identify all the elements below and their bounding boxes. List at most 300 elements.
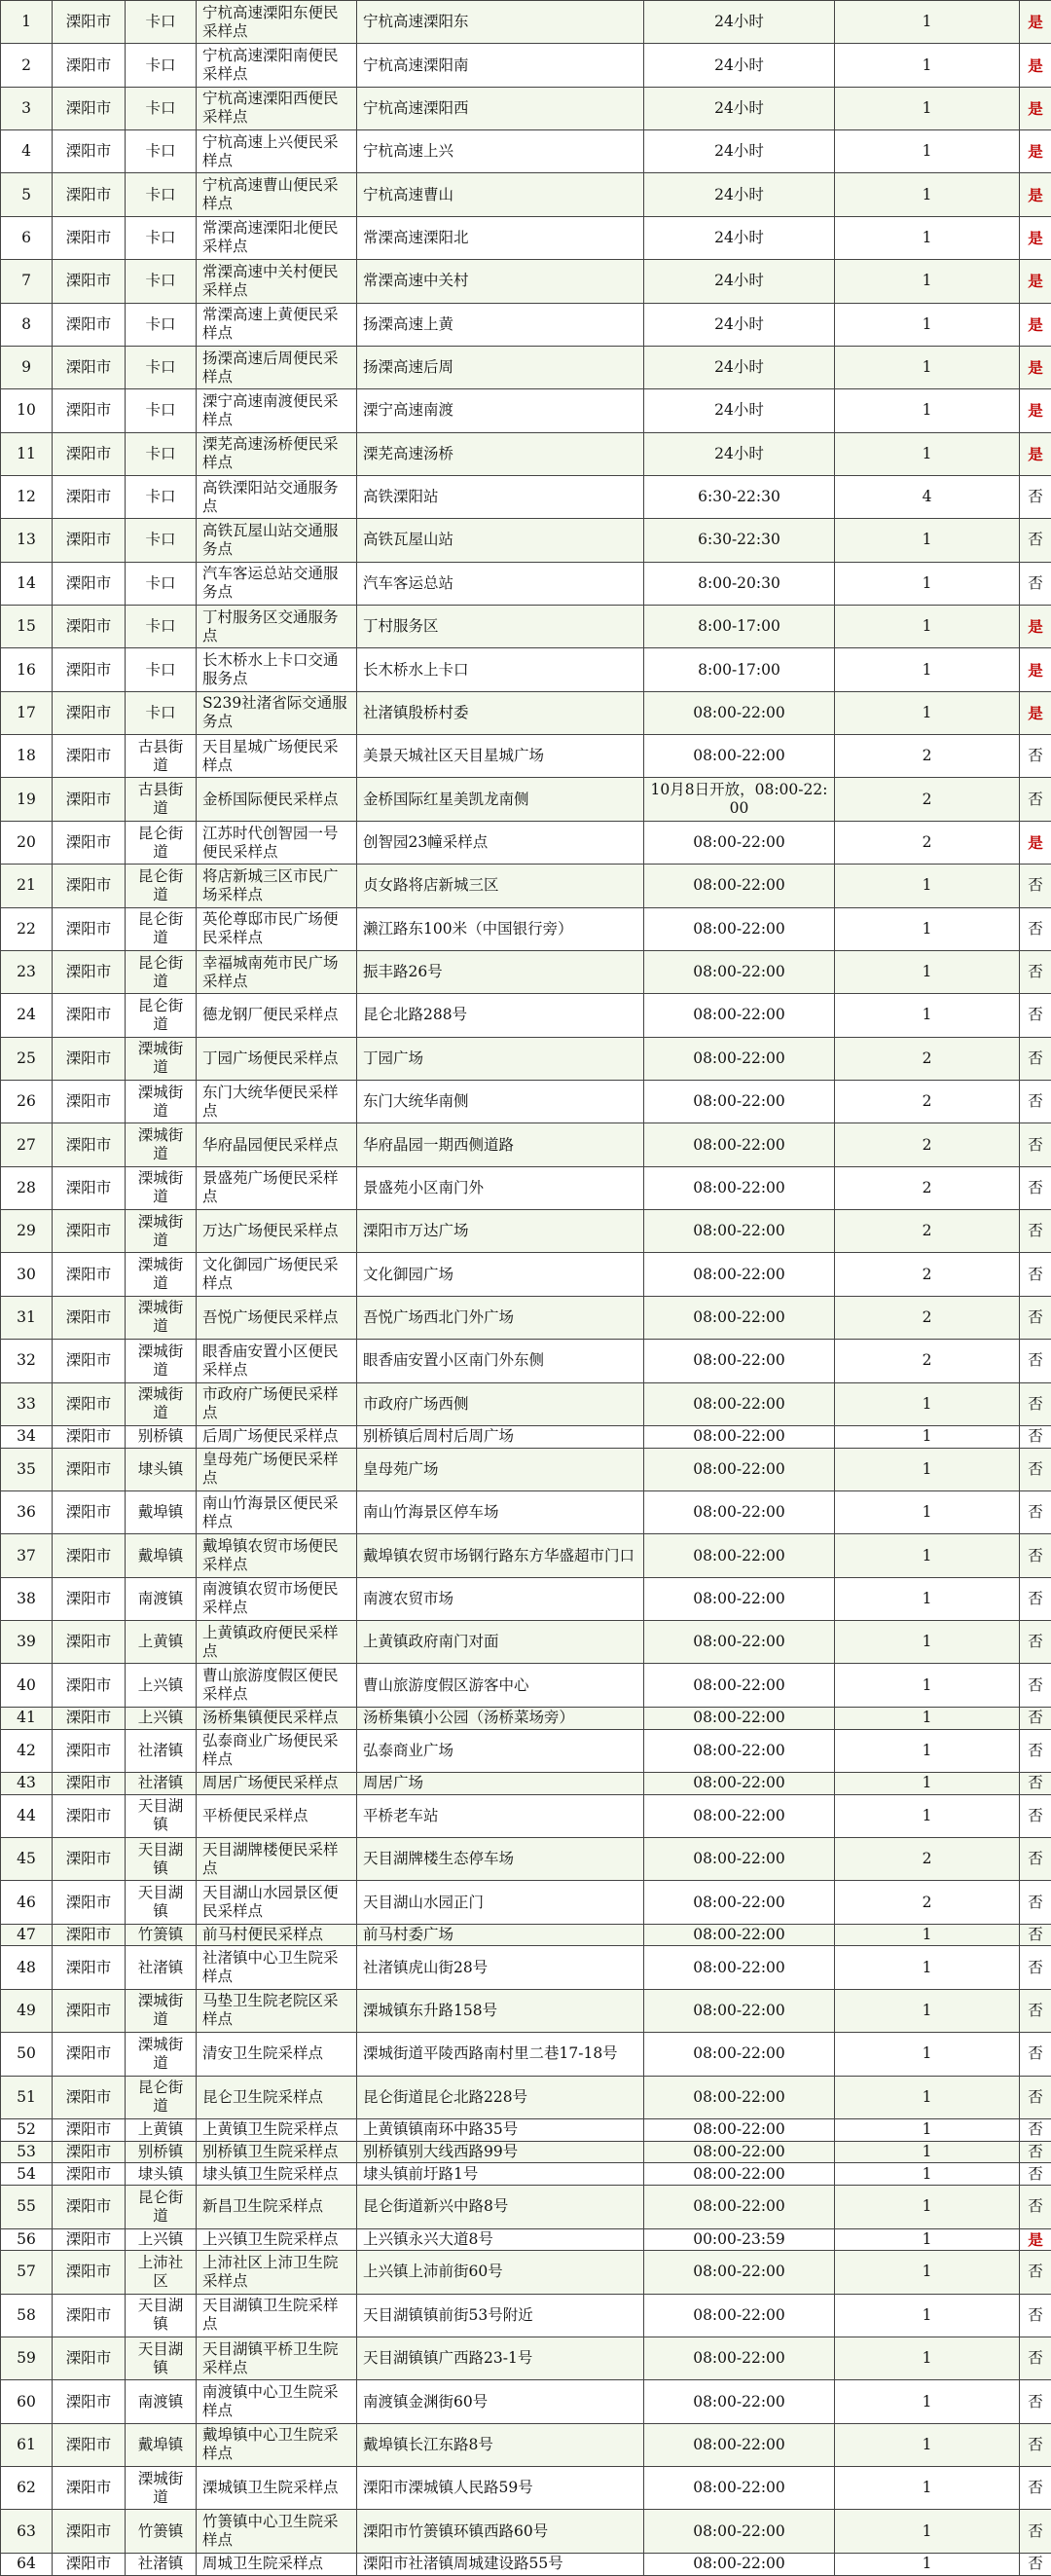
table-row <box>1 994 1051 1037</box>
street-cell: 上黄镇 <box>126 1621 197 1664</box>
sampling-count-cell: 1 <box>835 648 1020 691</box>
address-cell: 创智园23幢采样点 <box>357 821 644 864</box>
street-cell: 卡口 <box>126 44 197 87</box>
street-cell: 溧城街道 <box>126 1296 197 1339</box>
site-name-cell: 天目湖牌楼便民采样点 <box>197 1837 357 1880</box>
street-cell: 埭头镇 <box>126 1448 197 1490</box>
hours-cell: 08:00-22:00 <box>644 1664 835 1707</box>
site-name-cell: 上黄镇卫生院采样点 <box>197 2118 357 2141</box>
sampling-count-cell: 2 <box>835 778 1020 821</box>
hours-cell: 08:00-22:00 <box>644 1534 835 1577</box>
site-name-cell: 长木桥水上卡口交通服务点 <box>197 648 357 691</box>
sampling-count-cell: 1 <box>835 2141 1020 2163</box>
row-index-cell: 52 <box>1 2118 53 2141</box>
address-cell: 别桥镇别大线西路99号 <box>357 2141 644 2163</box>
all-day-flag-cell: 否 <box>1020 1946 1051 1989</box>
sampling-count-cell: 1 <box>835 907 1020 950</box>
row-index-cell: 40 <box>1 1664 53 1707</box>
table-row <box>1 432 1051 475</box>
city-cell: 溧阳市 <box>53 2510 126 2553</box>
city-cell: 溧阳市 <box>53 2163 126 2186</box>
all-day-flag-cell: 是 <box>1020 2228 1051 2251</box>
table-row <box>1 1577 1051 1620</box>
table-row <box>1 1664 1051 1707</box>
city-cell: 溧阳市 <box>53 2141 126 2163</box>
address-cell: 曹山旅游度假区游客中心 <box>357 1664 644 1707</box>
address-cell: 宁杭高速曹山 <box>357 173 644 216</box>
all-day-flag-cell: 否 <box>1020 562 1051 605</box>
hours-cell: 08:00-22:00 <box>644 1123 835 1166</box>
all-day-flag-cell: 否 <box>1020 1296 1051 1339</box>
table-row <box>1 648 1051 691</box>
site-name-cell: 江苏时代创智园一号便民采样点 <box>197 821 357 864</box>
table-row <box>1 1837 1051 1880</box>
all-day-flag-cell: 否 <box>1020 519 1051 562</box>
table-row <box>1 1534 1051 1577</box>
street-cell: 卡口 <box>126 303 197 346</box>
table-body <box>1 1 1051 2576</box>
table-row <box>1 1794 1051 1837</box>
site-name-cell: 马垫卫生院老院区采样点 <box>197 1989 357 2032</box>
site-name-cell: 丁园广场便民采样点 <box>197 1037 357 1080</box>
all-day-flag-cell: 是 <box>1020 346 1051 388</box>
street-cell: 上沛社区 <box>126 2251 197 2294</box>
hours-cell: 08:00-22:00 <box>644 1989 835 2032</box>
table-row <box>1 1080 1051 1122</box>
city-cell: 溧阳市 <box>53 346 126 388</box>
city-cell: 溧阳市 <box>53 735 126 778</box>
city-cell: 溧阳市 <box>53 606 126 648</box>
site-name-cell: 清安卫生院采样点 <box>197 2033 357 2076</box>
all-day-flag-cell: 否 <box>1020 865 1051 907</box>
hours-cell: 08:00-22:00 <box>644 1490 835 1533</box>
city-cell: 溧阳市 <box>53 519 126 562</box>
sampling-count-cell: 2 <box>835 1037 1020 1080</box>
sampling-count-cell: 1 <box>835 303 1020 346</box>
row-index-cell: 11 <box>1 432 53 475</box>
site-name-cell: 弘泰商业广场便民采样点 <box>197 1729 357 1772</box>
row-index-cell: 58 <box>1 2294 53 2337</box>
site-name-cell: 高铁瓦屋山站交通服务点 <box>197 519 357 562</box>
address-cell: 汽车客运总站 <box>357 562 644 605</box>
address-cell: 天目湖镇镇广西路23-1号 <box>357 2337 644 2379</box>
city-cell: 溧阳市 <box>53 1253 126 1296</box>
hours-cell: 08:00-22:00 <box>644 2467 835 2510</box>
city-cell: 溧阳市 <box>53 2467 126 2510</box>
row-index-cell: 2 <box>1 44 53 87</box>
street-cell: 昆仑街道 <box>126 2076 197 2118</box>
street-cell: 戴埠镇 <box>126 1490 197 1533</box>
table-row <box>1 2228 1051 2251</box>
table-row <box>1 1924 1051 1946</box>
city-cell: 溧阳市 <box>53 44 126 87</box>
hours-cell: 08:00-22:00 <box>644 2118 835 2141</box>
table-row <box>1 216 1051 259</box>
all-day-flag-cell: 否 <box>1020 2118 1051 2141</box>
row-index-cell: 7 <box>1 260 53 303</box>
hours-cell: 08:00-22:00 <box>644 1210 835 1253</box>
row-index-cell: 22 <box>1 907 53 950</box>
all-day-flag-cell: 是 <box>1020 130 1051 173</box>
hours-cell: 24小时 <box>644 389 835 432</box>
city-cell: 溧阳市 <box>53 1080 126 1122</box>
hours-cell: 08:00-22:00 <box>644 1037 835 1080</box>
street-cell: 上兴镇 <box>126 1664 197 1707</box>
street-cell: 上兴镇 <box>126 1707 197 1729</box>
street-cell: 南渡镇 <box>126 2380 197 2423</box>
row-index-cell: 45 <box>1 1837 53 1880</box>
city-cell: 溧阳市 <box>53 1924 126 1946</box>
address-cell: 别桥镇后周村后周广场 <box>357 1425 644 1448</box>
address-cell: 市政府广场西侧 <box>357 1382 644 1425</box>
city-cell: 溧阳市 <box>53 130 126 173</box>
all-day-flag-cell: 是 <box>1020 87 1051 129</box>
address-cell: 宁杭高速溧阳西 <box>357 87 644 129</box>
city-cell: 溧阳市 <box>53 562 126 605</box>
street-cell: 社渚镇 <box>126 1946 197 1989</box>
all-day-flag-cell: 否 <box>1020 2251 1051 2294</box>
row-index-cell: 19 <box>1 778 53 821</box>
all-day-flag-cell: 否 <box>1020 1340 1051 1382</box>
all-day-flag-cell: 否 <box>1020 1664 1051 1707</box>
street-cell: 卡口 <box>126 606 197 648</box>
sampling-count-cell: 1 <box>835 1946 1020 1989</box>
city-cell: 溧阳市 <box>53 778 126 821</box>
row-index-cell: 47 <box>1 1924 53 1946</box>
address-cell: 丁村服务区 <box>357 606 644 648</box>
street-cell: 卡口 <box>126 130 197 173</box>
row-index-cell: 50 <box>1 2033 53 2076</box>
table-row <box>1 2141 1051 2163</box>
city-cell: 溧阳市 <box>53 2337 126 2379</box>
address-cell: 上兴镇永兴大道8号 <box>357 2228 644 2251</box>
sampling-count-cell: 1 <box>835 1534 1020 1577</box>
all-day-flag-cell: 否 <box>1020 994 1051 1037</box>
sampling-count-cell: 1 <box>835 1707 1020 1729</box>
city-cell: 溧阳市 <box>53 1382 126 1425</box>
table-row <box>1 606 1051 648</box>
row-index-cell: 17 <box>1 691 53 734</box>
hours-cell: 6:30-22:30 <box>644 519 835 562</box>
site-name-cell: 万达广场便民采样点 <box>197 1210 357 1253</box>
address-cell: 吾悦广场西北门外广场 <box>357 1296 644 1339</box>
row-index-cell: 5 <box>1 173 53 216</box>
all-day-flag-cell: 否 <box>1020 1382 1051 1425</box>
street-cell: 上兴镇 <box>126 2228 197 2251</box>
all-day-flag-cell: 否 <box>1020 2141 1051 2163</box>
table-row <box>1 2467 1051 2510</box>
address-cell: 濑江路东100米（中国银行旁） <box>357 907 644 950</box>
site-name-cell: 南渡镇中心卫生院采样点 <box>197 2380 357 2423</box>
sampling-count-cell: 1 <box>835 130 1020 173</box>
sampling-count-cell: 1 <box>835 389 1020 432</box>
address-cell: 周居广场 <box>357 1772 644 1794</box>
table-row <box>1 1729 1051 1772</box>
hours-cell: 08:00-22:00 <box>644 2380 835 2423</box>
site-name-cell: 溧城镇卫生院采样点 <box>197 2467 357 2510</box>
address-cell: 贞女路将店新城三区 <box>357 865 644 907</box>
city-cell: 溧阳市 <box>53 1881 126 1924</box>
row-index-cell: 44 <box>1 1794 53 1837</box>
row-index-cell: 28 <box>1 1166 53 1209</box>
site-name-cell: 天目湖山水园景区便民采样点 <box>197 1881 357 1924</box>
row-index-cell: 34 <box>1 1425 53 1448</box>
street-cell: 昆仑街道 <box>126 2186 197 2228</box>
site-name-cell: 竹箦镇中心卫生院采样点 <box>197 2510 357 2553</box>
city-cell: 溧阳市 <box>53 1 126 44</box>
all-day-flag-cell: 否 <box>1020 2163 1051 2186</box>
row-index-cell: 51 <box>1 2076 53 2118</box>
site-name-cell: 上兴镇卫生院采样点 <box>197 2228 357 2251</box>
city-cell: 溧阳市 <box>53 1729 126 1772</box>
city-cell: 溧阳市 <box>53 432 126 475</box>
row-index-cell: 14 <box>1 562 53 605</box>
hours-cell: 6:30-22:30 <box>644 475 835 518</box>
site-name-cell: 南渡镇农贸市场便民采样点 <box>197 1577 357 1620</box>
sampling-count-cell: 1 <box>835 1989 1020 2032</box>
address-cell: 南渡农贸市场 <box>357 1577 644 1620</box>
sampling-count-cell: 1 <box>835 2510 1020 2553</box>
sampling-count-cell: 2 <box>835 1296 1020 1339</box>
sampling-count-cell: 4 <box>835 475 1020 518</box>
table-row <box>1 865 1051 907</box>
sampling-count-cell: 1 <box>835 2294 1020 2337</box>
hours-cell: 08:00-22:00 <box>644 1382 835 1425</box>
street-cell: 社渚镇 <box>126 1729 197 1772</box>
row-index-cell: 8 <box>1 303 53 346</box>
address-cell: 宁杭高速溧阳东 <box>357 1 644 44</box>
hours-cell: 08:00-22:00 <box>644 1621 835 1664</box>
table-row <box>1 2163 1051 2186</box>
table-row <box>1 1340 1051 1382</box>
city-cell: 溧阳市 <box>53 2076 126 2118</box>
row-index-cell: 35 <box>1 1448 53 1490</box>
row-index-cell: 4 <box>1 130 53 173</box>
address-cell: 溧阳市社渚镇周城建设路55号 <box>357 2553 644 2575</box>
city-cell: 溧阳市 <box>53 303 126 346</box>
hours-cell: 24小时 <box>644 346 835 388</box>
hours-cell: 24小时 <box>644 130 835 173</box>
table-row <box>1 1490 1051 1533</box>
street-cell: 卡口 <box>126 432 197 475</box>
street-cell: 溧城街道 <box>126 2467 197 2510</box>
row-index-cell: 25 <box>1 1037 53 1080</box>
street-cell: 别桥镇 <box>126 2141 197 2163</box>
address-cell: 高铁溧阳站 <box>357 475 644 518</box>
street-cell: 昆仑街道 <box>126 994 197 1037</box>
sampling-count-cell: 2 <box>835 1123 1020 1166</box>
city-cell: 溧阳市 <box>53 1534 126 1577</box>
city-cell: 溧阳市 <box>53 1037 126 1080</box>
row-index-cell: 18 <box>1 735 53 778</box>
row-index-cell: 48 <box>1 1946 53 1989</box>
table-row <box>1 346 1051 388</box>
row-index-cell: 57 <box>1 2251 53 2294</box>
street-cell: 卡口 <box>126 691 197 734</box>
row-index-cell: 62 <box>1 2467 53 2510</box>
sampling-count-cell: 1 <box>835 2553 1020 2575</box>
address-cell: 南渡镇金渊街60号 <box>357 2380 644 2423</box>
all-day-flag-cell: 是 <box>1020 691 1051 734</box>
table-row <box>1 1166 1051 1209</box>
row-index-cell: 36 <box>1 1490 53 1533</box>
street-cell: 天目湖镇 <box>126 2337 197 2379</box>
street-cell: 昆仑街道 <box>126 865 197 907</box>
hours-cell: 24小时 <box>644 303 835 346</box>
row-index-cell: 46 <box>1 1881 53 1924</box>
site-name-cell: 宁杭高速溧阳东便民采样点 <box>197 1 357 44</box>
street-cell: 天目湖镇 <box>126 2294 197 2337</box>
row-index-cell: 6 <box>1 216 53 259</box>
sampling-count-cell: 2 <box>835 1253 1020 1296</box>
street-cell: 戴埠镇 <box>126 1534 197 1577</box>
all-day-flag-cell: 否 <box>1020 2510 1051 2553</box>
row-index-cell: 42 <box>1 1729 53 1772</box>
city-cell: 溧阳市 <box>53 2423 126 2466</box>
sampling-count-cell: 1 <box>835 346 1020 388</box>
site-name-cell: 宁杭高速溧阳西便民采样点 <box>197 87 357 129</box>
hours-cell: 08:00-22:00 <box>644 1924 835 1946</box>
table-row <box>1 2076 1051 2118</box>
street-cell: 溧城街道 <box>126 1340 197 1382</box>
site-name-cell: 宁杭高速曹山便民采样点 <box>197 173 357 216</box>
site-name-cell: 埭头镇卫生院采样点 <box>197 2163 357 2186</box>
street-cell: 溧城街道 <box>126 1037 197 1080</box>
site-name-cell: 周城卫生院采样点 <box>197 2553 357 2575</box>
city-cell: 溧阳市 <box>53 216 126 259</box>
table-row <box>1 1946 1051 1989</box>
table-row <box>1 44 1051 87</box>
row-index-cell: 10 <box>1 389 53 432</box>
sampling-count-cell: 1 <box>835 2163 1020 2186</box>
address-cell: 前马村委广场 <box>357 1924 644 1946</box>
table-row <box>1 87 1051 129</box>
table-row <box>1 1621 1051 1664</box>
sampling-count-cell: 1 <box>835 994 1020 1037</box>
hours-cell: 08:00-22:00 <box>644 1425 835 1448</box>
sampling-count-cell: 1 <box>835 2251 1020 2294</box>
sampling-count-cell: 1 <box>835 1577 1020 1620</box>
sampling-count-cell: 2 <box>835 1340 1020 1382</box>
street-cell: 社渚镇 <box>126 2553 197 2575</box>
row-index-cell: 53 <box>1 2141 53 2163</box>
sampling-count-cell: 1 <box>835 865 1020 907</box>
address-cell: 埭头镇前圩路1号 <box>357 2163 644 2186</box>
hours-cell: 08:00-22:00 <box>644 1296 835 1339</box>
hours-cell: 08:00-22:00 <box>644 1946 835 1989</box>
table-row <box>1 1881 1051 1924</box>
address-cell: 宁杭高速溧阳南 <box>357 44 644 87</box>
row-index-cell: 23 <box>1 950 53 993</box>
address-cell: 景盛苑小区南门外 <box>357 1166 644 1209</box>
row-index-cell: 30 <box>1 1253 53 1296</box>
site-name-cell: 天目湖镇平桥卫生院采样点 <box>197 2337 357 2379</box>
table-row <box>1 1123 1051 1166</box>
hours-cell: 08:00-22:00 <box>644 2076 835 2118</box>
all-day-flag-cell: 否 <box>1020 2294 1051 2337</box>
all-day-flag-cell: 否 <box>1020 2033 1051 2076</box>
all-day-flag-cell: 否 <box>1020 1772 1051 1794</box>
sampling-count-cell: 1 <box>835 2423 1020 2466</box>
city-cell: 溧阳市 <box>53 260 126 303</box>
all-day-flag-cell: 是 <box>1020 216 1051 259</box>
address-cell: 常溧高速中关村 <box>357 260 644 303</box>
table-row <box>1 562 1051 605</box>
address-cell: 昆仑街道新兴中路8号 <box>357 2186 644 2228</box>
site-name-cell: 溧芜高速汤桥便民采样点 <box>197 432 357 475</box>
site-name-cell: 常溧高速溧阳北便民采样点 <box>197 216 357 259</box>
hours-cell: 08:00-22:00 <box>644 1577 835 1620</box>
site-name-cell: 将店新城三区市民广场采样点 <box>197 865 357 907</box>
street-cell: 卡口 <box>126 562 197 605</box>
city-cell: 溧阳市 <box>53 1490 126 1533</box>
row-index-cell: 59 <box>1 2337 53 2379</box>
site-name-cell: 天目星城广场便民采样点 <box>197 735 357 778</box>
site-name-cell: 市政府广场便民采样点 <box>197 1382 357 1425</box>
table-row <box>1 778 1051 821</box>
street-cell: 天目湖镇 <box>126 1794 197 1837</box>
street-cell: 戴埠镇 <box>126 2423 197 2466</box>
hours-cell: 08:00-22:00 <box>644 2337 835 2379</box>
sampling-count-cell: 1 <box>835 2033 1020 2076</box>
hours-cell: 08:00-22:00 <box>644 691 835 734</box>
hours-cell: 08:00-22:00 <box>644 2510 835 2553</box>
site-name-cell: 金桥国际便民采样点 <box>197 778 357 821</box>
city-cell: 溧阳市 <box>53 1794 126 1837</box>
site-name-cell: 周居广场便民采样点 <box>197 1772 357 1794</box>
site-name-cell: 高铁溧阳站交通服务点 <box>197 475 357 518</box>
city-cell: 溧阳市 <box>53 1664 126 1707</box>
row-index-cell: 38 <box>1 1577 53 1620</box>
address-cell: 戴埠镇长江东路8号 <box>357 2423 644 2466</box>
address-cell: 溧阳市万达广场 <box>357 1210 644 1253</box>
address-cell: 上黄镇政府南门对面 <box>357 1621 644 1664</box>
all-day-flag-cell: 否 <box>1020 1924 1051 1946</box>
city-cell: 溧阳市 <box>53 475 126 518</box>
city-cell: 溧阳市 <box>53 907 126 950</box>
all-day-flag-cell: 否 <box>1020 1448 1051 1490</box>
all-day-flag-cell: 否 <box>1020 1123 1051 1166</box>
row-index-cell: 64 <box>1 2553 53 2575</box>
hours-cell: 08:00-22:00 <box>644 2251 835 2294</box>
address-cell: 东门大统华南侧 <box>357 1080 644 1122</box>
city-cell: 溧阳市 <box>53 1772 126 1794</box>
hours-cell: 08:00-22:00 <box>644 865 835 907</box>
hours-cell: 08:00-22:00 <box>644 2186 835 2228</box>
sampling-count-cell: 2 <box>835 1080 1020 1122</box>
address-cell: 文化御园广场 <box>357 1253 644 1296</box>
table-row <box>1 821 1051 864</box>
hours-cell: 08:00-22:00 <box>644 907 835 950</box>
site-name-cell: 眼香庙安置小区便民采样点 <box>197 1340 357 1382</box>
site-name-cell: 南山竹海景区便民采样点 <box>197 1490 357 1533</box>
address-cell: 弘泰商业广场 <box>357 1729 644 1772</box>
city-cell: 溧阳市 <box>53 2228 126 2251</box>
table-row <box>1 2294 1051 2337</box>
all-day-flag-cell: 是 <box>1020 606 1051 648</box>
table-row <box>1 2553 1051 2575</box>
street-cell: 上黄镇 <box>126 2118 197 2141</box>
hours-cell: 24小时 <box>644 44 835 87</box>
city-cell: 溧阳市 <box>53 2294 126 2337</box>
row-index-cell: 27 <box>1 1123 53 1166</box>
all-day-flag-cell: 否 <box>1020 475 1051 518</box>
sampling-count-cell: 1 <box>835 2186 1020 2228</box>
row-index-cell: 29 <box>1 1210 53 1253</box>
row-index-cell: 9 <box>1 346 53 388</box>
address-cell: 宁杭高速上兴 <box>357 130 644 173</box>
sampling-count-cell: 1 <box>835 44 1020 87</box>
